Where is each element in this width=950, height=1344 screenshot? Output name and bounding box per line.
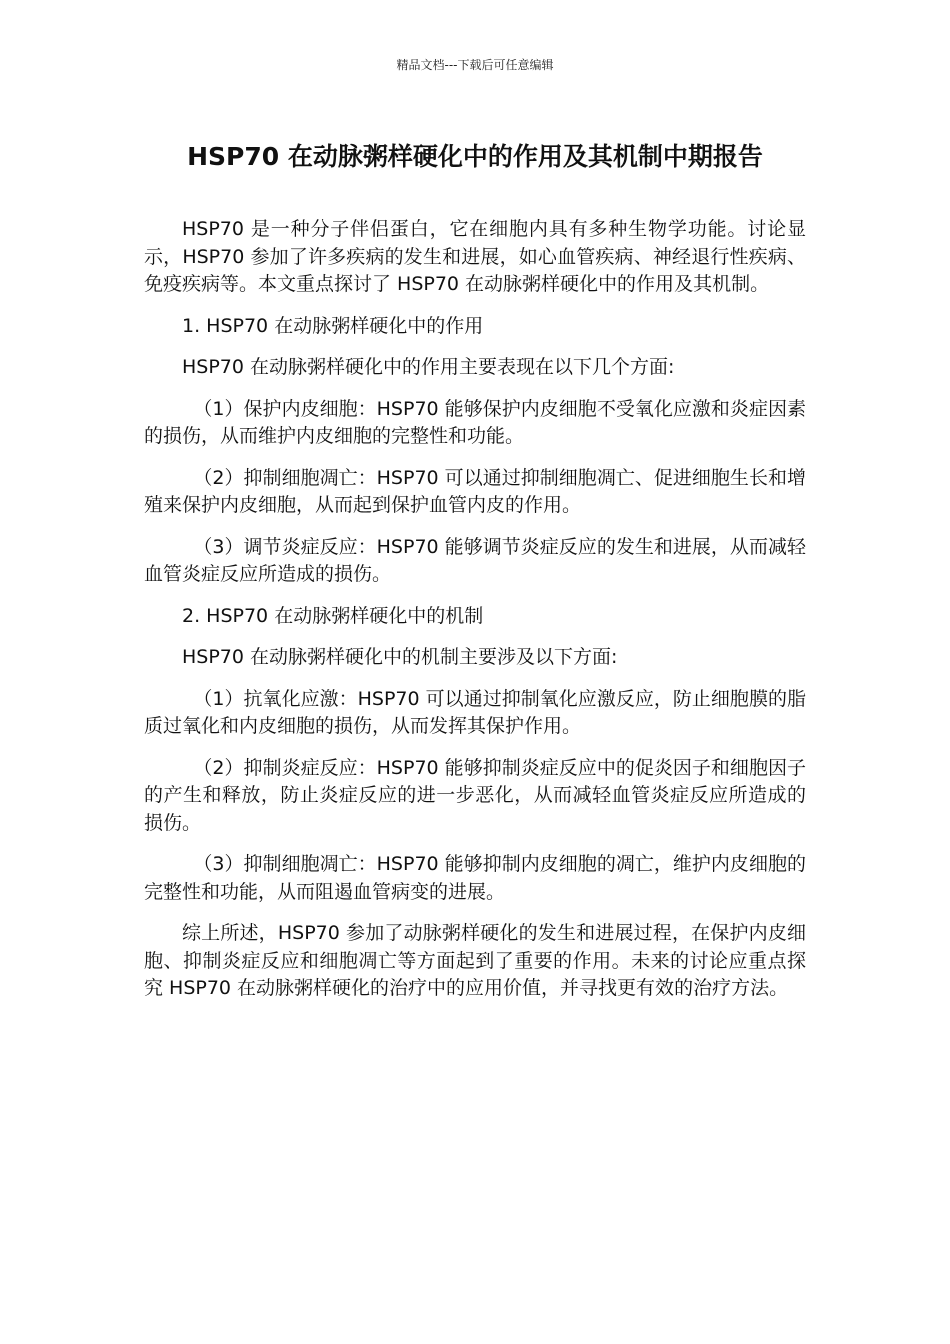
header-note: 精品文档---下载后可任意编辑 bbox=[396, 58, 554, 72]
document-body bbox=[144, 216, 806, 1017]
mechanism-item-1: （1）抗氧化应激：HSP70 可以通过抑制氧化应激反应，防止细胞膜的脂质过氧化和内皮细胞的损伤，从而发挥其保护作用。 bbox=[144, 687, 806, 737]
mechanism-item-3: （3）抑制细胞凋亡：HSP70 能够抑制内皮细胞的凋亡，维护内皮细胞的完整性和功能，从而阻遏血管病变的进展。 bbox=[144, 853, 806, 903]
document-title: HSP70 在动脉粥样硬化中的作用及其机制中期报告 bbox=[187, 142, 763, 171]
section-heading-role: 1. HSP70 在动脉粥样硬化中的作用 bbox=[182, 314, 484, 337]
section-intro-mechanism: HSP70 在动脉粥样硬化中的机制主要涉及以下方面: bbox=[182, 646, 618, 668]
section-heading-mechanism: 2. HSP70 在动脉粥样硬化中的机制 bbox=[182, 604, 484, 627]
mechanism-item-2: （2）抑制炎症反应：HSP70 能够抑制炎症反应中的促炎因子和细胞因子的产生和释放，防止炎症反应的进一步恶化，从而减轻血管炎症反应所造成的损伤。 bbox=[144, 756, 806, 834]
role-item-1: （1）保护内皮细胞：HSP70 能够保护内皮细胞不受氧化应激和炎症因素的损伤，从而维护内皮细胞的完整性和功能。 bbox=[144, 397, 806, 447]
role-item-3: （3）调节炎症反应：HSP70 能够调节炎症反应的发生和进展，从而减轻血管炎症反应所造成的损伤。 bbox=[144, 535, 806, 585]
role-item-2: （2）抑制细胞凋亡：HSP70 可以通过抑制细胞凋亡、促进细胞生长和增殖来保护内皮细胞，从而起到保护血管内皮的作用。 bbox=[144, 466, 806, 516]
section-intro-role: HSP70 在动脉粥样硬化中的作用主要表现在以下几个方面: bbox=[182, 356, 675, 378]
conclusion-paragraph: 综上所述，HSP70 参加了动脉粥样硬化的发生和进展过程，在保护内皮细胞、抑制炎症反应和细胞凋亡等方面起到了重要的作用。未来的讨论应重点探究 HSP70 在动脉粥样硬化的治疗中的应用价值，并寻找更有效的治疗方法。 bbox=[144, 922, 806, 999]
intro-paragraph: HSP70 是一种分子伴侣蛋白，它在细胞内具有多种生物学功能。讨论显示，HSP70 参加了许多疾病的发生和进展，如心血管疾病、神经退行性疾病、免疫疾病等。本文重点探讨了 HSP70 在动脉粥样硬化中的作用及其机制。 bbox=[144, 218, 806, 295]
